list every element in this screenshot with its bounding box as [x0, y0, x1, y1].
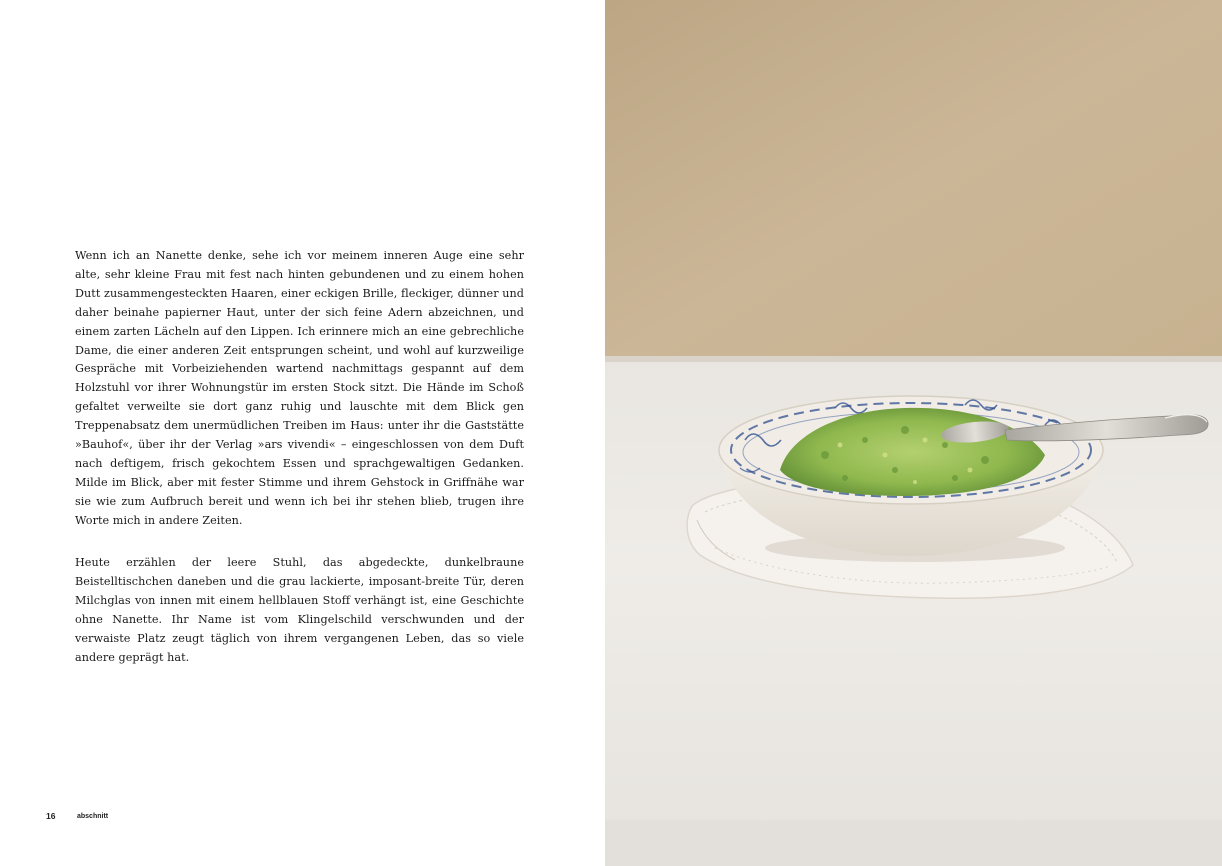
page-number: 16: [46, 811, 56, 821]
food-photo-icon: [605, 0, 1222, 866]
text-page: [0, 0, 605, 866]
body-paragraph-2: Heute erzählen der leere Stuhl, das abgedeckte, dunkelbraune Beistelltischchen daneben und die grau lackierte, imposant-breite Tür, deren Milchglas von innen mit einem hellblauen Stoff verhängt ist, eine Geschichte ohne Nanette. Ihr Name ist vom Klingelschild verschwunden und der verwaiste Platz zeugt täglich von ihrem vergangenen Leben, das so viele andere geprägt hat.: [75, 556, 524, 664]
running-footer-section: abschnitt: [77, 813, 109, 820]
wall: [605, 0, 1222, 362]
body-paragraph-1: Wenn ich an Nanette denke, sehe ich vor meinem inneren Auge eine sehr alte, sehr kleine Frau mit fest nach hinten gebundenen und zu einem hohen Dutt zusammengesteckten Haaren, einer eckigen Brille, fleckiger, dünner und daher beinahe papierner Haut, unter der sich feine Adern abzeichnen, und einem zarten Lächeln auf den Lippen. Ich erinnere mich an eine gebrechliche Dame, die einer anderen Zeit entsprungen scheint, und wohl auf kurzweilige Gespräche mit Vorbeiziehenden wartend nachmittags gespannt auf dem Holzstuhl vor ihrer Wohnungstür im ersten Stock sitzt. Die Hände im Schoß gefaltet verweilte sie dort ganz ruhig und lauschte mit dem Blick gen Treppenabsatz dem unermüdlichen Treiben im Haus: unter ihr die Gaststätte »Bauhof«, über ihr der Verlag »ars vivendi« – eingeschlossen von dem Duft nach deftigem, frisch gekochtem Essen und sprachgewaltigen Gedanken. Milde im Blick, aber mit fester Stimme und ihrem Gehstock in Griffnähe war sie wie zum Aufbruch bereit und wenn ich bei ihr stehen blieb, trugen ihre Worte mich in andere Zeiten.: [75, 249, 524, 527]
food-photo: [605, 0, 1222, 866]
